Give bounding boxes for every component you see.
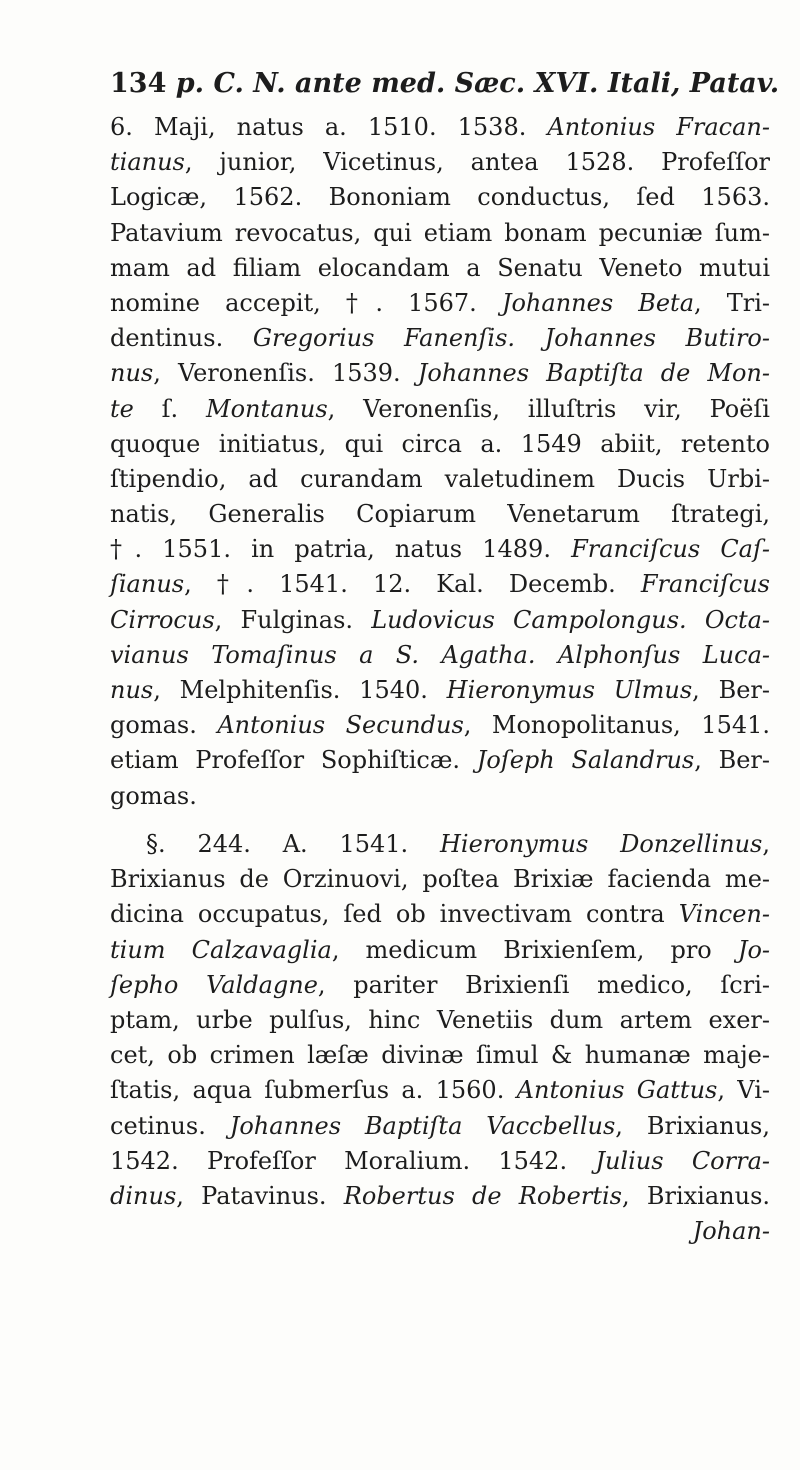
text-line: ptam, urbe pulſus, hinc Venetiis dum artem exer- xyxy=(110,1005,770,1034)
text-line: cet, ob crimen læſæ divinæ ſimul & humanæ maje- xyxy=(110,1041,770,1070)
text-line: ſtatis, aqua ſubmerſus a. 1560. Antonius Gattus, Vi- xyxy=(110,1076,771,1105)
text-line: Cirrocus, Fulginas. Ludovicus Campolongus. Octa- xyxy=(110,605,771,634)
paragraph-1 xyxy=(110,110,770,814)
text-line: 1542. Profeſſor Moralium. 1542. Julius Corra- xyxy=(110,1146,770,1175)
text-line: 6. Maji, natus a. 1510. 1538. Antonius Fracan- xyxy=(110,113,771,141)
text-line: nus, Melphitenſis. 1540. Hieronymus Ulmus, Ber- xyxy=(110,676,771,704)
text-line: dentinus. Gregorius Fanenſis. Johannes Butiro- xyxy=(110,324,770,353)
text-line: gomas. xyxy=(110,781,197,810)
text-line: etiam Profeſſor Sophiſticæ. Joſeph Salandrus, Ber- xyxy=(110,746,771,775)
text-line: natis, Generalis Copiarum Venetarum ſtrategi, xyxy=(110,500,770,529)
text-line: te ſ. Montanus, Veronenſis, illuſtris vir, Poëſi xyxy=(110,394,770,423)
text-line: cetinus. Johannes Baptiſta Vaccbellus, Brixianus, xyxy=(110,1111,770,1140)
text-line: Brixianus de Orzinuovi, poſtea Brixiæ facienda me- xyxy=(110,865,770,894)
text-line: dinus, Patavinus. Robertus de Robertis, Brixianus. xyxy=(110,1181,771,1210)
page-number: 134 xyxy=(110,68,167,99)
text-line: mam ad filiam elocandam a Senatu Veneto mutui xyxy=(110,253,770,282)
text-line: ſianus, †. 1541. 12. Kal. Decemb. Franciſcus xyxy=(110,570,770,599)
text-line: vianus Tomaſinus a S. Agatha. Alphonſus Luca- xyxy=(110,640,770,669)
text-line: tianus, junior, Vicetinus, antea 1528. Profeſſor xyxy=(110,148,770,177)
running-header xyxy=(110,68,780,99)
text-line: nus, Veronenſis. 1539. Johannes Baptiſta de Mon- xyxy=(110,359,770,388)
text-line: Patavium revocatus, qui etiam bonam pecuniæ ſum- xyxy=(110,218,770,247)
text-line: ſepho Valdagne, pariter Brixienſi medico, ſcri- xyxy=(110,970,770,999)
text-line: ſtipendio, ad curandam valetudinem Ducis Urbi- xyxy=(110,464,770,493)
text-line: nomine accepit, †. 1567. Johannes Beta, Tri- xyxy=(110,288,770,317)
text-line: gomas. Antonius Secundus, Monopolitanus, 1541. xyxy=(110,711,771,740)
text-line: dicina occupatus, ſed ob invectivam contra Vincen- xyxy=(110,900,770,929)
text-line: quoque initiatus, qui circa a. 1549 abiit, retento xyxy=(110,429,770,458)
running-title: p. C. N. ante med. Sæc. XVI. Itali, Patav. xyxy=(175,68,780,99)
text-line: Logicæ, 1562. Bononiam conductus, ſed 1563. xyxy=(110,183,770,212)
catchword: Johan- xyxy=(692,1217,770,1246)
section-heading-line: §. 244. A. 1541. Hieronymus Donzellinus, xyxy=(146,830,770,858)
text-line: †. 1551. in patria, natus 1489. Franciſcus Caſ- xyxy=(110,535,770,564)
paragraph-2 xyxy=(110,827,770,1249)
text-line: tium Calzavaglia, medicum Brixienſem, pro Jo- xyxy=(110,935,771,964)
